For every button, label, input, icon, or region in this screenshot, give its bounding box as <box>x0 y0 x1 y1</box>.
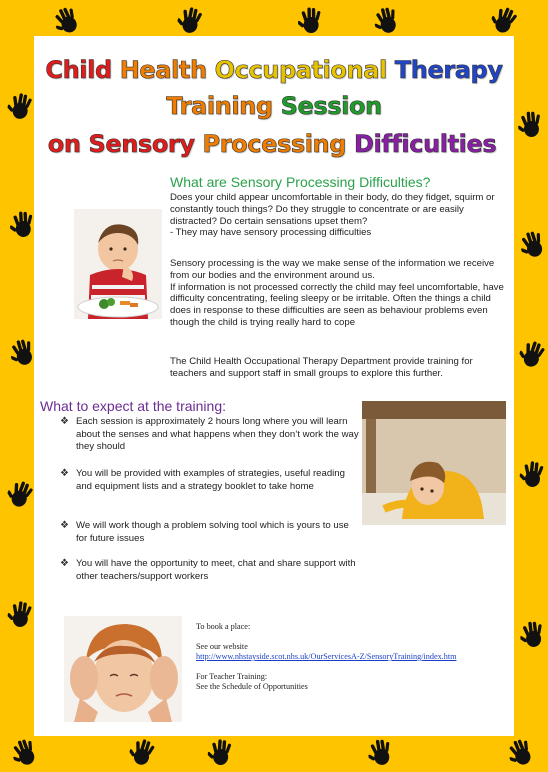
booking-info <box>196 622 506 692</box>
list-item-text: You will have the opportunity to meet, chat and share support with other teachers/support workers <box>76 558 356 582</box>
title-line-2 <box>34 92 514 120</box>
handprint-icon <box>6 598 36 629</box>
list-item-text: You will be provided with examples of strategies, useful reading and equipment lists and a strategy booklet to take home <box>76 468 345 492</box>
diamond-bullet-icon: ❖ <box>60 416 69 427</box>
flyer-panel <box>34 36 514 736</box>
title-word: Child <box>45 56 120 84</box>
title-word: Training <box>166 92 281 120</box>
child-under-table-photo <box>362 401 506 525</box>
list-item-text: We will work though a problem solving tool which is yours to use for future issues <box>76 520 349 544</box>
handprint-icon <box>366 736 396 768</box>
handprint-icon <box>6 90 36 122</box>
section-heading-what-are: What are Sensory Processing Difficulties? <box>170 174 431 190</box>
handprint-icon <box>126 735 159 769</box>
handprint-icon <box>371 3 403 36</box>
handprint-icon <box>518 619 547 650</box>
list-item-text: Each session is approximately 2 hours long where you will learn about the senses and what happens when they don’t work the way they should <box>76 416 359 453</box>
explanation-paragraph: Sensory processing is the way we make sense of the information we receive from our bodies and the environment around us. If information is not processed correctly the child may feel uncomfortable, have difficulty concentrating, feeling sleepy or be irritable. Often the things a child does in response to these difficulties are seen as behaviour problems even though the child is trying really hard to cope <box>170 258 504 328</box>
diamond-bullet-icon: ❖ <box>60 520 69 531</box>
handprint-icon <box>207 737 235 767</box>
handprint-icon <box>298 6 324 34</box>
handprint-icon <box>517 109 545 139</box>
website-link[interactable]: http://www.nhstayside.scot.nhs.uk/OurServicesA-Z/SensoryTraining/index.htm <box>196 652 457 661</box>
handprint-icon <box>49 2 84 38</box>
handprint-icon <box>4 476 38 511</box>
intro-paragraph: Does your child appear uncomfortable in their body, do they fidget, squirm or constantly touch things? Do they struggle to concentrate or are easily distracted? Do certain sensations upset them? - They may have sensory processing difficulties <box>170 192 495 239</box>
teacher-training-label: For Teacher Training: <box>196 672 268 681</box>
booking-intro: To book a place: <box>196 622 251 631</box>
handprint-icon <box>9 209 36 238</box>
title-word: Health <box>119 56 215 84</box>
diamond-bullet-icon: ❖ <box>60 558 69 569</box>
teacher-training-text: See the Schedule of Opportunities <box>196 682 308 691</box>
list-item <box>60 416 360 468</box>
handprint-icon <box>516 227 548 262</box>
list-item <box>60 468 360 520</box>
title-word: Occupational <box>214 56 395 84</box>
boy-at-dinner-table-photo <box>74 209 162 319</box>
expectations-list <box>60 416 360 583</box>
handprint-icon <box>175 4 206 37</box>
title-word: on <box>47 130 89 158</box>
title-word: Sensory <box>88 130 203 158</box>
website-label: See our website <box>196 642 248 651</box>
title-line-1 <box>34 56 514 84</box>
list-item <box>60 558 360 583</box>
title-line-3 <box>34 130 512 158</box>
handprint-icon <box>8 734 42 769</box>
department-paragraph: The Child Health Occupational Therapy Department provide training for teachers and support staff in small groups to explore this further. <box>170 356 473 379</box>
child-covering-ears-photo <box>64 616 182 722</box>
title-word: Session <box>280 92 382 120</box>
list-item <box>60 520 360 558</box>
handprint-icon <box>519 459 548 490</box>
handprint-icon <box>516 337 548 372</box>
title-word: Difficulties <box>353 130 497 158</box>
section-heading-what-to-expect: What to expect at the training: <box>40 398 226 414</box>
title-word: Therapy <box>394 56 503 84</box>
handprint-icon <box>488 2 523 38</box>
title-word: Processing <box>202 130 354 158</box>
diamond-bullet-icon: ❖ <box>60 468 69 479</box>
handprint-icon <box>504 734 539 770</box>
